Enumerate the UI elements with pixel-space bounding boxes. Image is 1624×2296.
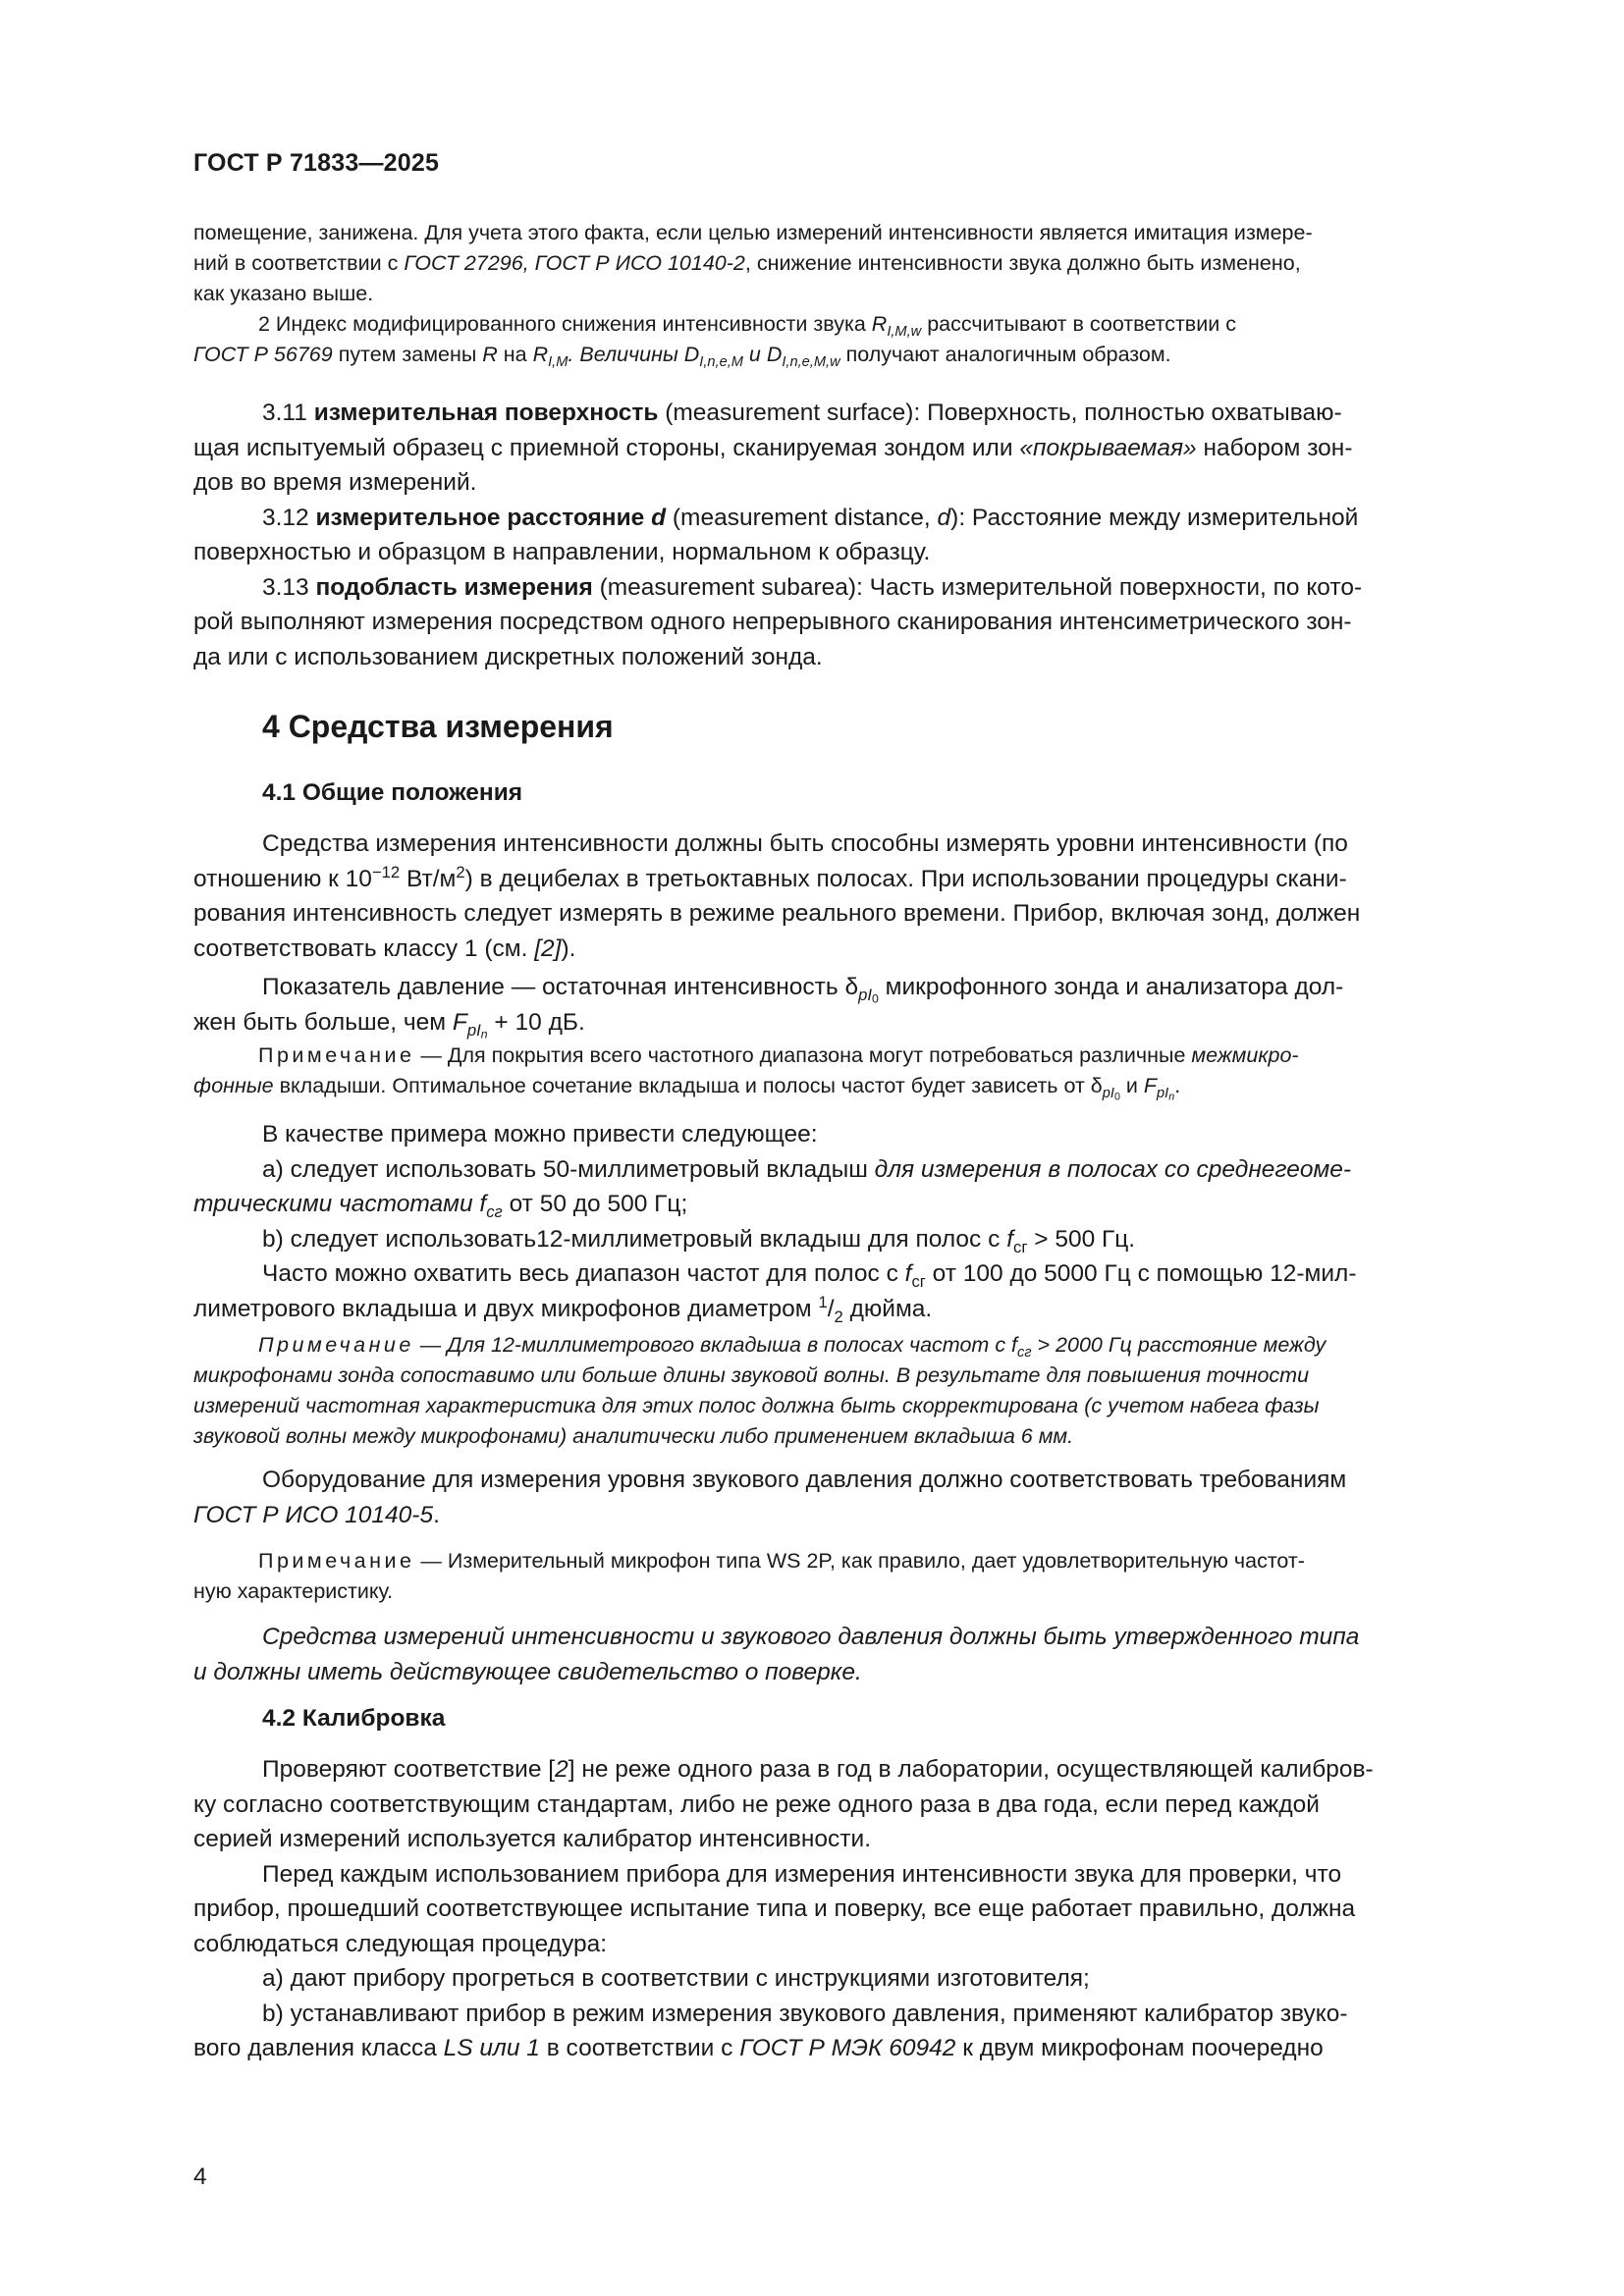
note-line: микрофонами зонда сопоставимо или больше длины звуковой волны. В результате для повышения точности [193, 1363, 1310, 1387]
section-4-2-heading-wrap [193, 1701, 1527, 1736]
paragraph: В качестве примера можно привести следующее: [262, 1121, 818, 1148]
note-4-1-b [193, 1330, 1527, 1452]
section-4-heading: 4 Средства измерения [262, 709, 614, 744]
page-number: 4 [193, 2163, 207, 2190]
paragraph: Часто можно охватить весь диапазон частот для полос с $f_{сг}$ от 100 до 5000 Гц с помощью 12-мил- [262, 1260, 1357, 1291]
paragraph-line: отношению к $10^{-12}$ $Вт/м^2$) в децибелах в третьоктавных полосах. При использовании процедуры скани- [193, 862, 1347, 892]
definitions [193, 396, 1527, 674]
paragraph-line: ку согласно соответствующим стандартам, либо не реже одного раза в два года, если перед каждой [193, 1790, 1320, 1818]
paragraph: Перед каждым использованием прибора для измерения интенсивности звука для проверки, что [262, 1860, 1342, 1888]
section-4-2-heading: 4.2 Калибровка [262, 1705, 446, 1732]
definition-3-13: 3.13 подобласть измерения (measurement subarea): Часть измерительной поверхности, по кото- [262, 573, 1363, 601]
note-4-1-c [193, 1546, 1527, 1607]
paragraph: Проверяют соответствие [2] не реже одного раза в год в лаборатории, осуществляющей калибров- [262, 1756, 1374, 1783]
paragraph-verification [193, 1620, 1527, 1689]
section-4-1-heading: 4.1 Общие положения [262, 779, 523, 806]
note: Примечание — Для 12-миллиметрового вкладыша в полосах частот с $f_{сг} > 2000$ Гц расстояние между [258, 1333, 1326, 1362]
section-4-1-heading-wrap [193, 775, 1527, 811]
paragraph-line: лиметрового вкладыша и двух микрофонов диаметром $^1/_2$ дюйма. [193, 1292, 933, 1326]
paragraph-line: рования интенсивность следует измерять в режиме реального времени. Прибор, включая зонд, должен [193, 900, 1361, 927]
note-line: измерений частотная характеристика для этих полос должна быть скорректирована (с учетом набега фазы [193, 1394, 1320, 1417]
paragraph-line: и должны иметь действующее свидетельство о поверке. [193, 1658, 862, 1685]
note-line: звуковой волны между микрофонами) аналитически либо применением вкладыша 6 мм. [193, 1424, 1074, 1448]
section-4-1-body [193, 827, 1527, 1040]
section-4-2-body [193, 1752, 1527, 2066]
note-line: ную характеристику. [193, 1579, 394, 1603]
paragraph: Показатель давление — остаточная интенсивность $\delta_{pI0}$ микрофонного зонда и анализатора дол- [262, 974, 1344, 1006]
paragraph-line: жен быть больше, чем $F_{pIn} + 10$ дБ. [193, 1008, 585, 1041]
paragraph: Средства измерений интенсивности и звукового давления должны быть утвержденного типа [262, 1624, 1360, 1650]
note-continuation [193, 218, 1527, 370]
note: Примечание — Измерительный микрофон типа WS 2P, как правило, дает удовлетворительную частот- [258, 1549, 1305, 1573]
definition-line: щая испытуемый образец с приемной стороны, сканируемая зондом или «покрываемая» набором зон- [193, 434, 1353, 461]
paragraph: Средства измерения интенсивности должны быть способны измерять уровни интенсивности (по [262, 830, 1348, 857]
note-line: помещение, занижена. Для учета этого факта, если целью измерений интенсивности является имитация измере- [193, 221, 1313, 244]
note-line: фонные вкладыши. Оптимальное сочетание вкладыша и полосы частот будет зависеть от $\delta_{pI0}$ и $F_{pIn}$. [193, 1074, 1181, 1103]
definition-line: рой выполняют измерения посредством одного непрерывного сканирования интенсиметрического зон- [193, 609, 1352, 635]
list-item-b: b) устанавливают прибор в режим измерения звукового давления, применяют калибратор звуко- [262, 2000, 1348, 2027]
paragraph: Оборудование для измерения уровня звукового давления должно соответствовать требованиям [262, 1467, 1347, 1493]
section-4-heading-wrap [193, 705, 1527, 748]
note-line: как указано выше. [193, 282, 374, 305]
list-item-line: трическими частотами $f_{сг}$ от 50 до 500 Гц; [193, 1191, 688, 1221]
list-item-a: a) дают прибору прогреться в соответствии с инструкциями изготовителя; [262, 1965, 1090, 1992]
paragraph-line: прибор, прошедший соответствующее испытание типа и поверку, все еще работает правильно, должна [193, 1896, 1356, 1922]
note-2-line: ГОСТ Р 56769 путем замены R на $R_{I,M}$. Величины $D_{I,n,e,M}$ и $D_{I,n,e,M,w}$ получают аналогичным образом. [193, 343, 1171, 371]
note-2: 2 Индекс модифицированного снижения интенсивности звука $R_{I,M,w}$ рассчитывают в соответствии с [258, 312, 1236, 341]
definition-line: да или с использованием дискретных положений зонда. [193, 643, 823, 670]
list-item-b: b) следует использовать12-миллиметровый вкладыш для полос с $f_{сг} > 500$ Гц. [262, 1225, 1136, 1256]
page-header: ГОСТ Р 71833—2025 [193, 149, 440, 177]
paragraph-line: ГОСТ Р ИСО 10140-5. [193, 1501, 440, 1528]
note: Примечание — Для покрытия всего частотного диапазона могут потребоваться различные межмикро- [258, 1043, 1299, 1067]
list-item-line: вого давления класса LS или 1 в соответствии с ГОСТ Р МЭК 60942 к двум микрофонам поочередно [193, 2035, 1324, 2061]
definition-line: дов во время измерений. [193, 469, 477, 496]
examples [193, 1117, 1527, 1326]
paragraph-line: соответствовать классу 1 (см. [2]). [193, 934, 576, 962]
paragraph-line: серией измерений используется калибратор интенсивности. [193, 1826, 872, 1852]
list-item-a: a) следует использовать 50-миллиметровый вкладыш для измерения в полосах со среднегеоме- [262, 1155, 1352, 1183]
definition-3-11: 3.11 измерительная поверхность (measurement surface): Поверхность, полностью охватываю- [262, 400, 1342, 426]
note-4-1-a [193, 1041, 1527, 1101]
paragraph-line: соблюдаться следующая процедура: [193, 1930, 608, 1957]
definition-3-12: 3.12 измерительное расстояние d (measurement distance, d): Расстояние между измерительной [262, 504, 1359, 531]
paragraph-equipment [193, 1463, 1527, 1532]
definition-line: поверхностью и образцом в направлении, нормальном к образцу. [193, 539, 931, 565]
note-line: ний в соответствии с ГОСТ 27296, ГОСТ Р ИСО 10140-2, снижение интенсивности звука должно быть изменено, [193, 251, 1301, 275]
